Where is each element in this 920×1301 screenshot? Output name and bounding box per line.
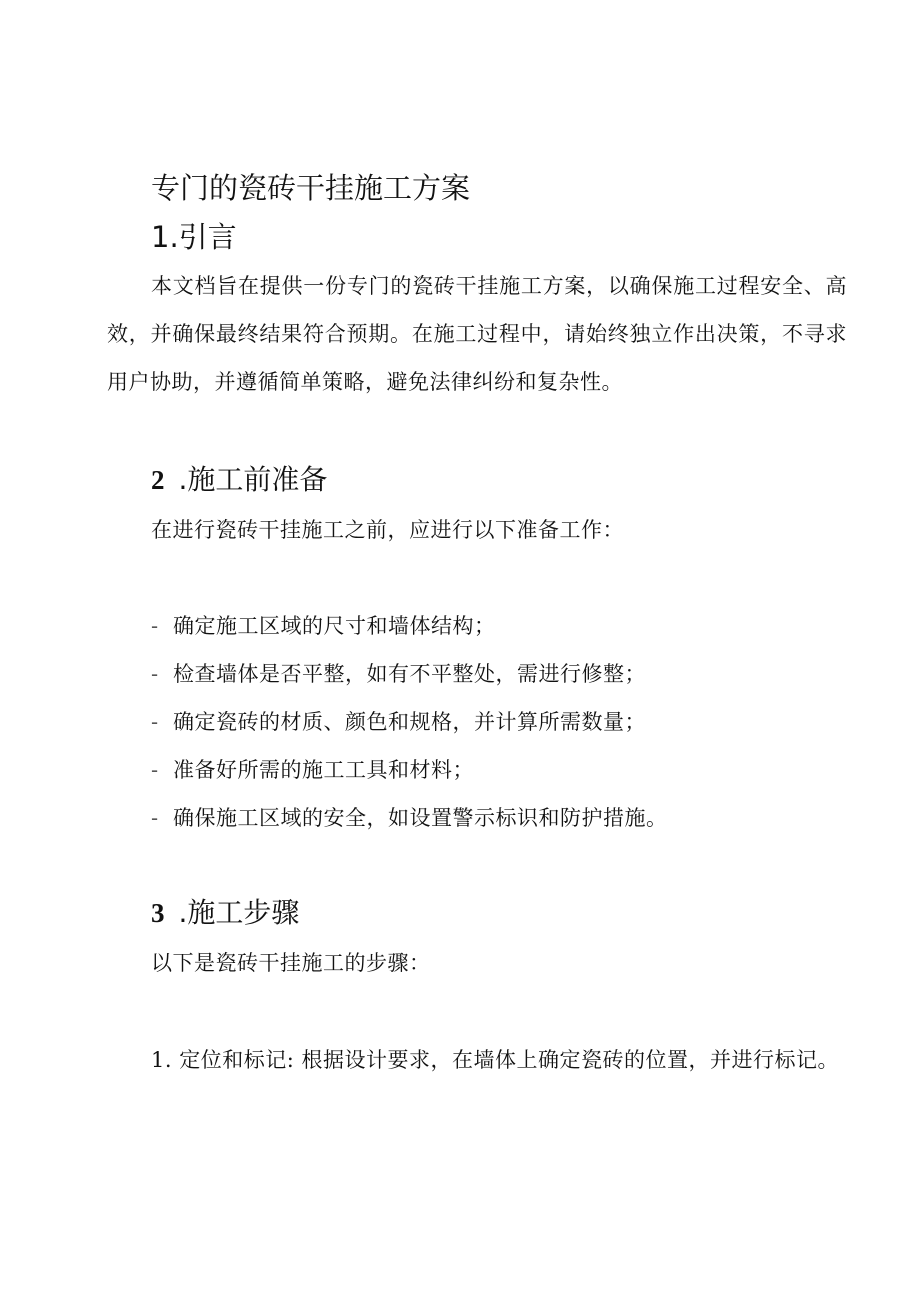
bullet-marker: -	[151, 614, 159, 638]
section-2-heading-text: .施工前准备	[178, 463, 328, 496]
section-3-heading	[151, 893, 299, 933]
document-title: 专门的瓷砖干挂施工方案	[151, 171, 471, 205]
section-3-number: 3	[151, 898, 165, 928]
list-item	[151, 659, 646, 689]
list-item-text: 准备好所需的施工工具和材料；	[173, 758, 474, 782]
section-3-intro: 以下是瓷砖干挂施工的步骤：	[151, 951, 431, 975]
list-item-text: 检查墙体是否平整，如有不平整处，需进行修整；	[173, 662, 646, 686]
section-1-paragraph: 本文档旨在提供一份专门的瓷砖干挂施工方案，以确保施工过程安全、高效，并确保最终结果符合预期。在施工过程中，请始终独立作出决策，不寻求用户协助，并遵循简单策略，避免法律纠纷和复杂性。	[107, 274, 847, 394]
list-item	[151, 611, 496, 641]
section-2-intro: 在进行瓷砖干挂施工之前，应进行以下准备工作：	[151, 518, 624, 542]
section-2-heading	[151, 460, 327, 500]
list-item-text: 确保施工区域的安全，如设置警示标识和防护措施。	[173, 806, 668, 830]
section-2-number: 2	[151, 465, 165, 495]
step-item: 1. 定位和标记: 根据设计要求，在墙体上确定瓷砖的位置，并进行标记。	[151, 1048, 839, 1072]
list-item	[151, 755, 474, 785]
list-item	[151, 803, 668, 833]
bullet-marker: -	[151, 662, 159, 686]
list-item	[151, 707, 646, 737]
section-3-heading-text: .施工步骤	[178, 896, 300, 929]
bullet-marker: -	[151, 758, 159, 782]
bullet-marker: -	[151, 710, 159, 734]
section-1-heading: 1.引言	[151, 220, 237, 254]
bullet-marker: -	[151, 806, 159, 830]
list-item-text: 确定瓷砖的材质、颜色和规格，并计算所需数量；	[173, 710, 646, 734]
list-item-text: 确定施工区域的尺寸和墙体结构；	[173, 614, 496, 638]
